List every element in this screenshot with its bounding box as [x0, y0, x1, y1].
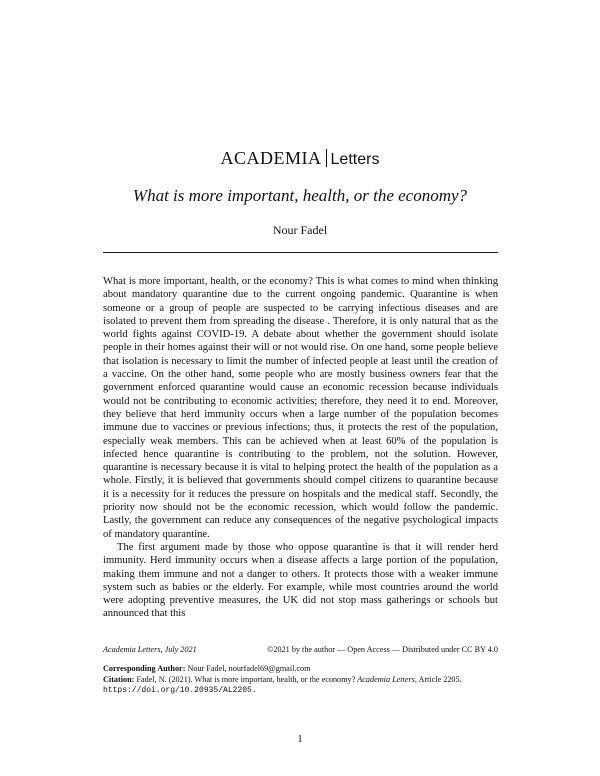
brand-section: Letters — [330, 151, 380, 168]
journal-issue: Academia Letters, July 2021 — [103, 645, 197, 654]
brand-name: ACADEMIA — [220, 148, 322, 168]
paragraph: What is more important, health, or the economy? This is what comes to mind when thinking about mandatory quarantine due to the current ongoing pandemic. Quarantine is when someone or a group of people are suspected to be carrying infectious diseases and are isolated to prevent them from spreading the disease . Therefore, it is only natural that as the world fights against COVID-19. A debate about whether the government should isolate people in their homes against their will or not would rise. On one hand, some people believe that isolation is necessary to limit the number of infected people at least until the creation of a vaccine. On the other hand, some people who are mostly business owners fear that the government enforced quarantine would cause an economic recession because individuals would not be contributing to economic activities; therefore, they need it to end. Moreover, they believe that herd immunity occurs when a large number of the population becomes immune due to vaccines or previous infections; thus, it protects the rest of the population, especially weak members. This can be achieved when at least 60% of the population is infected hence quarantine is contributing to the problem, not the solution. However, quarantine is necessary because it is vital to helping protect the health of the population as a whole. Firstly, it is believed that governments should compel citizens to quarantine because it is a necessity for it reduces the pressure on hospitals and the medical staff. Secondly, the priority now should not be the economic recession, which would follow the pandemic. Lastly, the government can reduce any consequences of the negative psychological impacts of mandatory quarantine. — [103, 276, 498, 540]
page-footer — [103, 644, 498, 696]
title-divider — [103, 252, 498, 253]
brand-divider — [326, 149, 327, 167]
footer-meta-row — [103, 644, 498, 655]
corresponding-label: Corresponding Author: — [103, 664, 186, 673]
citation-suffix: , Article 2205. — [414, 675, 462, 684]
paragraph: The first argument made by those who oppose quarantine is that it will render herd immunity. Herd immunity occurs when a disease affects a large portion of the population, making them immune and not a danger to others. It protects those with a weaker immune system such as babies or the elderly. For example, while most countries around the world were adopting preventive measures, the UK did not stop mass gatherings or schools but announced that this — [103, 541, 498, 620]
journal-brand — [0, 148, 600, 169]
citation-text: Fadel, N. (2021). What is more important, health, or the economy? — [136, 675, 356, 684]
doi-link[interactable]: https://doi.org/10.20935/AL2205. — [103, 686, 257, 695]
article-title: What is more important, health, or the economy? — [132, 186, 468, 205]
citation-journal: Academia Letters — [357, 675, 415, 684]
citation-label: Citation: — [103, 675, 135, 684]
page-number: 1 — [297, 733, 303, 745]
article-body — [103, 275, 498, 621]
article-author: Nour Fadel — [272, 223, 328, 237]
corresponding-author — [103, 663, 498, 674]
citation — [103, 674, 498, 685]
license-text: ©2021 by the author — Open Access — Distributed under CC BY 4.0 — [267, 645, 498, 654]
corresponding-value[interactable]: Nour Fadel, nourfadel69@gmail.com — [187, 664, 311, 673]
